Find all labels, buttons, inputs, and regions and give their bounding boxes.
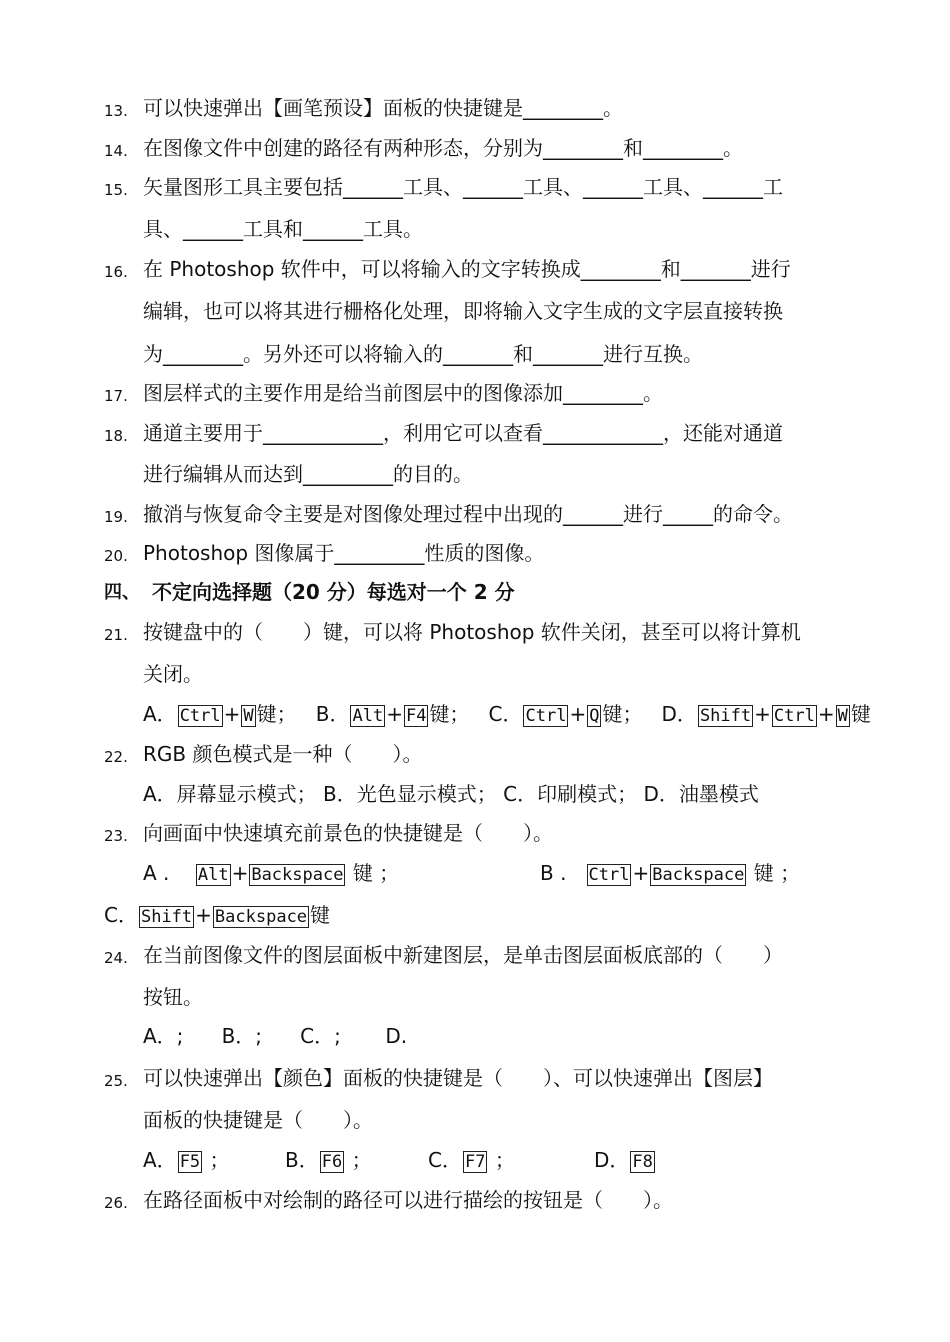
question-number: 16. [104, 263, 128, 281]
option-c [104, 903, 330, 928]
options-row: A．; B．; C．; D. [143, 1024, 408, 1048]
key-backspace: Backspace [251, 865, 344, 885]
option-a [143, 1148, 230, 1173]
key-w: W [837, 706, 848, 726]
key-ctrl: Ctrl [773, 706, 815, 726]
option-b-label: B . [540, 861, 567, 885]
key-ctrl: Ctrl [179, 706, 221, 726]
plus-sign: + [195, 903, 212, 927]
key-f7: F7 [464, 1152, 486, 1172]
option-suffix: 键 ； [352, 861, 400, 885]
option-a-label: A . [143, 861, 170, 885]
question-text: 图层样式的主要作用是给当前图层中的图像添加________。 [143, 381, 663, 405]
key-alt: Alt [197, 865, 229, 885]
option-c-label: C． [428, 1148, 462, 1172]
options-row [143, 702, 871, 727]
question-text-line1: 在当前图像文件的图层面板中新建图层，是单击图层面板底部的（ ） [143, 943, 783, 967]
option-a-label: A． [143, 702, 177, 726]
section-title: 不定向选择题（20 分）每选对一个 2 分 [152, 580, 515, 604]
question-text-line1: 矢量图形工具主要包括______工具、______工具、______工具、______工 [143, 175, 783, 199]
option-c [428, 1148, 515, 1173]
question-text: 撤消与恢复命令主要是对图像处理过程中出现的______进行_____的命令。 [143, 502, 793, 526]
key-backspace: Backspace [652, 865, 745, 885]
key-f5: F5 [179, 1152, 201, 1172]
option-b-label: B． [285, 1148, 319, 1172]
question-number: 13. [104, 102, 128, 120]
key-shift: Shift [140, 907, 193, 927]
question-text-line2: 关闭。 [143, 662, 203, 686]
plus-sign: + [817, 702, 835, 726]
question-text-line1: 可以快速弹出【颜色】面板的快捷键是（ ）、可以快速弹出【图层】 [143, 1066, 773, 1090]
question-text: 在路径面板中对绘制的路径可以进行描绘的按钮是（ ）。 [143, 1188, 673, 1212]
key-f8: F8 [632, 1152, 653, 1172]
question-text-line1: 按键盘中的（ ）键，可以将 Photoshop 软件关闭，甚至可以将计算机 [143, 620, 801, 644]
option-a [143, 861, 399, 886]
key-ctrl: Ctrl [525, 706, 567, 726]
question-number: 20. [104, 547, 128, 565]
question-text-line2: 面板的快捷键是（ ）。 [143, 1108, 373, 1132]
key-f6: F6 [321, 1152, 343, 1172]
option-b-label: B． [315, 702, 350, 726]
option-d [594, 1148, 656, 1173]
key-backspace: Backspace [214, 907, 308, 927]
option-suffix: 键 ； [753, 861, 801, 885]
option-suffix: ； [494, 1148, 515, 1172]
option-b [540, 861, 800, 886]
option-suffix: 键； [256, 702, 297, 726]
question-number: 23. [104, 827, 128, 845]
option-suffix: ； [351, 1148, 372, 1172]
option-c-label: C． [488, 702, 523, 726]
key-alt: Alt [352, 706, 384, 726]
question-number: 19. [104, 508, 128, 526]
option-suffix: 键 [850, 702, 871, 726]
key-w: W [243, 706, 254, 726]
question-text-line2: 按钮。 [143, 985, 203, 1009]
key-ctrl: Ctrl [588, 865, 630, 885]
key-f4: F4 [405, 706, 427, 726]
question-text-line1: 在 Photoshop 软件中，可以将输入的文字转换成________和_______进行 [143, 257, 791, 281]
question-number: 21. [104, 626, 128, 644]
question-number: 25. [104, 1072, 128, 1090]
option-c-label: C． [104, 903, 138, 927]
key-shift: Shift [699, 706, 752, 726]
key-q: Q [589, 706, 600, 726]
option-suffix: 键； [429, 702, 470, 726]
plus-sign: + [569, 702, 587, 726]
plus-sign: + [231, 861, 249, 885]
section-number: 四、 [104, 582, 140, 603]
question-number: 24. [104, 949, 128, 967]
question-text-line2: 具、______工具和______工具。 [143, 217, 423, 241]
question-text-line1: 通道主要用于____________，利用它可以查看____________，还能对通道 [143, 421, 783, 445]
option-d-label: D． [661, 702, 697, 726]
question-number: 15. [104, 181, 128, 199]
question-text-line2: 进行编辑从而达到_________的目的。 [143, 462, 473, 486]
question-text: 可以快速弹出【画笔预设】面板的快捷键是________。 [143, 96, 623, 120]
question-number: 14. [104, 142, 128, 160]
plus-sign: + [223, 702, 241, 726]
question-text: Photoshop 图像属于_________性质的图像。 [143, 541, 545, 565]
option-suffix: 键； [602, 702, 643, 726]
question-text: RGB 颜色模式是一种（ ）。 [143, 742, 423, 766]
option-a-label: A． [143, 1148, 177, 1172]
options-row: A．屏幕显示模式； B．光色显示模式； C．印刷模式； D．油墨模式 [143, 782, 759, 806]
option-b [285, 1148, 372, 1173]
option-d-label: D． [594, 1148, 630, 1172]
question-text-line3: 为________。另外还可以将输入的_______和_______进行互换。 [143, 342, 703, 366]
option-suffix: 键 [310, 903, 331, 927]
question-number: 17. [104, 387, 128, 405]
option-suffix: ； [209, 1148, 230, 1172]
question-text: 在图像文件中创建的路径有两种形态，分别为________和________。 [143, 136, 743, 160]
plus-sign: + [386, 702, 403, 726]
question-number: 18. [104, 427, 128, 445]
question-text-line2: 编辑，也可以将其进行栅格化处理，即将输入文字生成的文字层直接转换 [143, 299, 783, 323]
question-number: 22. [104, 748, 128, 766]
plus-sign: + [632, 861, 650, 885]
question-number: 26. [104, 1194, 128, 1212]
question-text: 向画面中快速填充前景色的快捷键是（ ）。 [143, 821, 553, 845]
plus-sign: + [754, 702, 771, 726]
